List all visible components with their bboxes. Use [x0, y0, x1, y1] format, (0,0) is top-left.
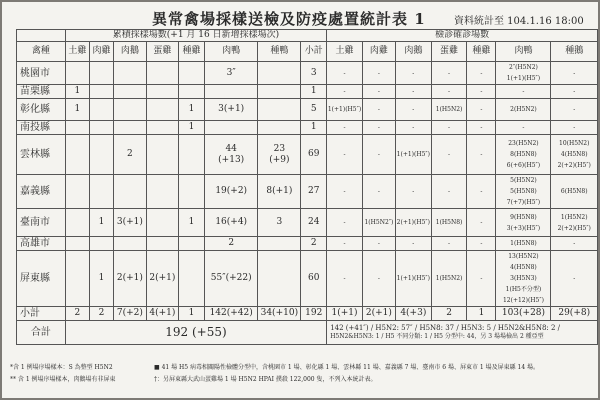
diagnosis-cell: 1(+1)(H5″) — [395, 251, 431, 307]
sampling-cell — [65, 209, 89, 237]
col-header-subtotal: 小計 — [301, 42, 327, 62]
sampling-cell: 19(+2) — [204, 175, 258, 209]
diagnosis-cell: - — [362, 237, 395, 251]
sampling-cell: 1 — [89, 209, 113, 237]
sampling-cell — [146, 209, 179, 237]
sampling-cell — [204, 121, 258, 135]
sampling-cell — [179, 251, 205, 307]
diagnosis-cell: - — [551, 251, 598, 307]
subtotal-sampling-cell: 34(+10) — [258, 307, 301, 321]
table-row — [17, 121, 598, 135]
col-header-sampling-2: 肉鵝 — [114, 42, 147, 62]
diagnosis-cell: - — [395, 175, 431, 209]
subtotal-cell: 69 — [301, 135, 327, 175]
sampling-cell — [114, 62, 147, 85]
total-diagnosis-cell — [327, 321, 598, 345]
sampling-cell — [65, 251, 89, 307]
diagnosis-cell: - — [431, 135, 467, 175]
sampling-cell: 16(+4) — [204, 209, 258, 237]
diagnosis-cell: - — [362, 121, 395, 135]
header-blank — [17, 30, 66, 42]
diagnosis-cell: - — [327, 121, 363, 135]
sampling-cell — [258, 251, 301, 307]
sampling-cell: 44 (+13) — [204, 135, 258, 175]
county-name: 高雄市 — [17, 237, 66, 251]
diagnosis-cell: - — [327, 237, 363, 251]
diagnosis-cell: - — [431, 62, 467, 85]
statistics-table — [16, 29, 598, 345]
sampling-cell: 3(+1) — [114, 209, 147, 237]
subtotal-cell: 1 — [301, 85, 327, 99]
sampling-cell — [258, 99, 301, 121]
sampling-cell: 3(+1) — [204, 99, 258, 121]
diagnosis-cell: - — [362, 62, 395, 85]
sampling-cell — [89, 175, 113, 209]
county-name: 桃園市 — [17, 62, 66, 85]
diagnosis-cell: 1(H5N2) — [431, 99, 467, 121]
table-row — [17, 175, 598, 209]
sampling-cell — [65, 135, 89, 175]
diagnosis-cell: - — [467, 121, 496, 135]
sampling-cell — [179, 175, 205, 209]
diagnosis-cell: - — [467, 62, 496, 85]
subtotal-label: 小計 — [17, 307, 66, 321]
diagnosis-cell: - — [431, 121, 467, 135]
sampling-cell — [65, 121, 89, 135]
footnote-3: ■ 41 場 H5 病毒相關陽性檢體分型中，含桃園市 1 場、彰化縣 1 場、雲林縣 11 場、嘉義縣 7 場、臺南市 6 場、屏東市 1 場及屏東縣 14 場。 — [154, 364, 540, 371]
sampling-cell: 2(+1) — [146, 251, 179, 307]
diagnosis-cell: - — [362, 175, 395, 209]
diagnosis-cell: - — [327, 175, 363, 209]
col-header-diagnosis-4: 種雞 — [467, 42, 496, 62]
subtotal-cell: 5 — [301, 99, 327, 121]
col-header-sampling-3: 蛋雞 — [146, 42, 179, 62]
diagnosis-cell: 2(+1)(H5″) — [395, 209, 431, 237]
document-title: 異常禽場採樣送檢及防疫處置統計表 1 — [152, 10, 426, 28]
col-header-diagnosis-5: 肉鴨 — [496, 42, 551, 62]
sampling-cell — [146, 99, 179, 121]
diagnosis-cell: - — [496, 85, 551, 99]
subtotal-sampling-cell: 7(+2) — [114, 307, 147, 321]
col-header-sampling-1: 肉雞 — [89, 42, 113, 62]
sampling-cell — [258, 62, 301, 85]
sampling-cell: 3″ — [204, 62, 258, 85]
diagnosis-cell: - — [362, 251, 395, 307]
diagnosis-cell: - — [327, 251, 363, 307]
subtotal-row — [17, 307, 598, 321]
subtotal-cell: 24 — [301, 209, 327, 237]
col-header-sampling-0: 土雞 — [65, 42, 89, 62]
subtotal-sampling-cell: 2 — [89, 307, 113, 321]
county-name: 雲林縣 — [17, 135, 66, 175]
sampling-cell — [179, 135, 205, 175]
sampling-cell — [114, 121, 147, 135]
diagnosis-cell: - — [327, 85, 363, 99]
subtotal-diagnosis-cell: 1(+1) — [327, 307, 363, 321]
diagnosis-cell: - — [327, 62, 363, 85]
subtotal-cell: 27 — [301, 175, 327, 209]
sampling-cell — [114, 85, 147, 99]
county-name: 屏東縣 — [17, 251, 66, 307]
table-row — [17, 85, 598, 99]
diagnosis-cell: - — [327, 135, 363, 175]
sampling-cell — [258, 85, 301, 99]
diagnosis-cell: 1(H5N8) — [496, 237, 551, 251]
diagnosis-cell: 1(H5N2) — [431, 251, 467, 307]
county-name: 南投縣 — [17, 121, 66, 135]
stat-date: 資料統計至 104.1.16 18:00 — [454, 16, 584, 27]
sampling-cell — [89, 99, 113, 121]
subtotal-cell: 2 — [301, 237, 327, 251]
col-header-diagnosis-6: 種鵝 — [551, 42, 598, 62]
col-header-sampling-6: 種鴨 — [258, 42, 301, 62]
sampling-cell: 3 — [258, 209, 301, 237]
sampling-cell — [65, 175, 89, 209]
sampling-cell — [89, 237, 113, 251]
sampling-cell — [114, 99, 147, 121]
col-header-sampling-4: 種雞 — [179, 42, 205, 62]
diagnosis-cell: - — [551, 99, 598, 121]
subtotal-diagnosis-cell: 2 — [431, 307, 467, 321]
sampling-cell: 55″(+22) — [204, 251, 258, 307]
sampling-cell: 2(+1) — [114, 251, 147, 307]
diagnosis-cell: - — [551, 62, 598, 85]
footnote-4: †：另屏東縣大武山蛋雞場 1 場 H5N2 HPAI 撲殺 122,000 隻，不列入本統計表。 — [154, 376, 377, 383]
subtotal-sampling-cell: 1 — [179, 307, 205, 321]
diagnosis-cell: 1(H5N2) 2(+2)(H5″) — [551, 209, 598, 237]
col-header-diagnosis-3: 蛋雞 — [431, 42, 467, 62]
diagnosis-cell: 2(H5N2) — [496, 99, 551, 121]
diagnosis-cell: - — [551, 121, 598, 135]
col-header-diagnosis-0: 土雞 — [327, 42, 363, 62]
subtotal-diagnosis-cell: 4(+3) — [395, 307, 431, 321]
diagnosis-cell: - — [467, 237, 496, 251]
sampling-cell: 1 — [179, 121, 205, 135]
sampling-cell — [65, 237, 89, 251]
sampling-cell: 2 — [204, 237, 258, 251]
subtotal-sampling-cell: 4(+1) — [146, 307, 179, 321]
diagnosis-cell: - — [467, 135, 496, 175]
subtotal-diagnosis-cell: 2(+1) — [362, 307, 395, 321]
county-name: 臺南市 — [17, 209, 66, 237]
diagnosis-cell: - — [362, 135, 395, 175]
diagnosis-cell: 5(H5N2) 5(H5N8) 7(+7)(H5″) — [496, 175, 551, 209]
sampling-cell — [114, 175, 147, 209]
sampling-cell — [179, 62, 205, 85]
sampling-cell — [89, 85, 113, 99]
subtotal-diagnosis-cell: 103(+28) — [496, 307, 551, 321]
subtotal-cell: 3 — [301, 62, 327, 85]
diagnosis-cell: 6(H5N8) — [551, 175, 598, 209]
diagnosis-cell: - — [395, 85, 431, 99]
diagnosis-cell: 1(H5N8) — [431, 209, 467, 237]
sampling-cell: 8(+1) — [258, 175, 301, 209]
sampling-cell — [146, 85, 179, 99]
col-header-diagnosis-1: 肉雞 — [362, 42, 395, 62]
col-header-county: 禽種 — [17, 42, 66, 62]
diagnosis-cell: - — [431, 85, 467, 99]
diagnosis-cell: 23(H5N2) 8(H5N8) 6(+6)(H5″) — [496, 135, 551, 175]
sampling-cell — [258, 121, 301, 135]
diagnosis-cell: - — [496, 121, 551, 135]
county-name: 嘉義縣 — [17, 175, 66, 209]
diagnosis-cell: - — [395, 121, 431, 135]
diagnosis-cell: 9(H5N8) 3(+3)(H5″) — [496, 209, 551, 237]
sampling-cell — [146, 62, 179, 85]
diagnosis-cell: - — [467, 251, 496, 307]
diagnosis-cell: 1(+1)(H5″) — [327, 99, 363, 121]
subtotal-sampling-cell: 2 — [65, 307, 89, 321]
group-header-sampling: 累積採樣場數(+1 月 16 日新增採樣場次) — [65, 30, 326, 42]
sampling-cell — [114, 237, 147, 251]
diagnosis-cell: 1(+1)(H5″) — [395, 135, 431, 175]
diagnosis-cell: - — [467, 85, 496, 99]
sampling-cell: 1 — [65, 85, 89, 99]
diagnosis-cell: 2″(H5N2) 1(+1)(H5″) — [496, 62, 551, 85]
table-row — [17, 62, 598, 85]
sampling-cell — [146, 121, 179, 135]
sampling-cell — [179, 85, 205, 99]
sampling-cell: 1 — [89, 251, 113, 307]
subtotal-cell: 1 — [301, 121, 327, 135]
diagnosis-cell: - — [431, 175, 467, 209]
table-row — [17, 251, 598, 307]
diagnosis-cell: - — [467, 175, 496, 209]
sampling-cell: 23 (+9) — [258, 135, 301, 175]
sampling-cell — [258, 237, 301, 251]
col-header-sampling-5: 肉鴨 — [204, 42, 258, 62]
diagnosis-cell: - — [551, 85, 598, 99]
diagnosis-cell: - — [362, 99, 395, 121]
group-header-diagnosis: 檢診確診場數 — [327, 30, 598, 42]
diagnosis-cell: - — [395, 62, 431, 85]
subtotal-sampling-cell: 142(+42) — [204, 307, 258, 321]
sampling-cell — [179, 237, 205, 251]
diagnosis-cell: 1(H5N2″) — [362, 209, 395, 237]
diagnosis-cell: - — [327, 209, 363, 237]
sampling-cell — [204, 85, 258, 99]
diagnosis-cell: - — [467, 99, 496, 121]
col-header-diagnosis-2: 肉鵝 — [395, 42, 431, 62]
sampling-cell: 1 — [65, 99, 89, 121]
diagnosis-cell: 13(H5N2) 4(H5N8) 3(H5N3) 1(H5不分型) 12(+12)(H5″) — [496, 251, 551, 307]
sampling-cell — [89, 121, 113, 135]
total-label: 合計 — [17, 321, 66, 345]
total-diagnosis-line2: H5N2&H5N3: 1 / H5 不同分類: 1 / H5 分型中: 44，另 3 場場檢出 2 種亞型 — [330, 333, 544, 340]
sampling-cell — [146, 175, 179, 209]
county-name: 彰化縣 — [17, 99, 66, 121]
diagnosis-cell: - — [431, 237, 467, 251]
diagnosis-cell: - — [362, 85, 395, 99]
subtotal-diagnosis-cell: 29(+8) — [551, 307, 598, 321]
table-row — [17, 237, 598, 251]
sampling-cell: 1 — [179, 209, 205, 237]
diagnosis-cell: - — [551, 237, 598, 251]
footnote-1: *含 1 例場序場樣本：S 為整型 H5N2 — [10, 364, 113, 371]
county-name: 苗栗縣 — [17, 85, 66, 99]
diagnosis-cell: 10(H5N2) 4(H5N8) 2(+2)(H5″) — [551, 135, 598, 175]
sampling-cell: 1 — [179, 99, 205, 121]
sampling-cell — [89, 62, 113, 85]
total-sampling-cell: 192 (+55) — [65, 321, 326, 345]
sampling-cell — [65, 62, 89, 85]
sampling-cell: 2 — [114, 135, 147, 175]
total-diagnosis-line1: 142 (+41″) / H5N2: 57″ / H5N8: 37 / H5N3: 5 / H5N2&H5N8: 2 / — [330, 324, 561, 332]
table-row — [17, 99, 598, 121]
total-row — [17, 321, 598, 345]
footnote-2: ** 含 1 例場序場樣本，肉鵝場有非屏東 — [10, 376, 116, 383]
diagnosis-cell: - — [395, 99, 431, 121]
sampling-cell — [146, 135, 179, 175]
diagnosis-cell: - — [395, 237, 431, 251]
document-page — [2, 2, 598, 398]
table-row — [17, 135, 598, 175]
subtotal-sum-cell: 192 — [301, 307, 327, 321]
diagnosis-cell: - — [467, 209, 496, 237]
sampling-cell — [146, 237, 179, 251]
table-row — [17, 209, 598, 237]
subtotal-cell: 60 — [301, 251, 327, 307]
subtotal-diagnosis-cell: 1 — [467, 307, 496, 321]
sampling-cell — [89, 135, 113, 175]
